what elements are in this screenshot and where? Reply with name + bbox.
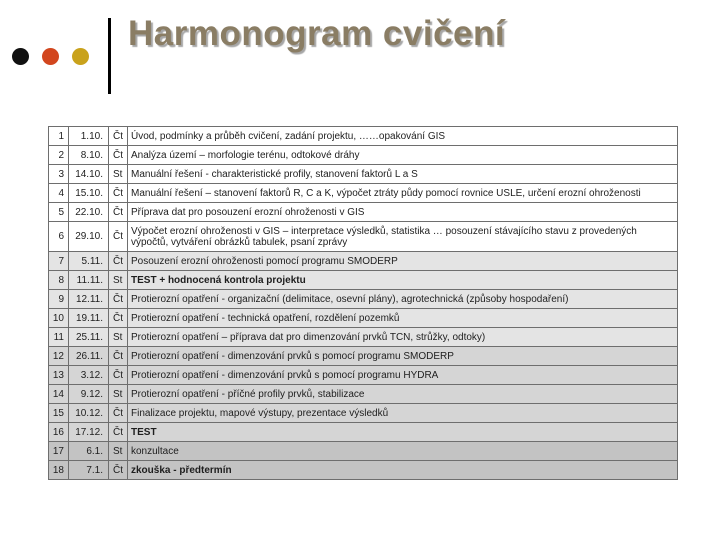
row-number: 12 [49,347,69,366]
row-date: 7.1. [69,461,109,480]
row-day: Čt [109,366,128,385]
red-dot-icon [42,48,59,65]
row-number: 8 [49,271,69,290]
row-day: Čt [109,203,128,222]
row-date: 11.11. [69,271,109,290]
row-date: 22.10. [69,203,109,222]
row-day: Čt [109,290,128,309]
row-topic: Posouzení erozní ohroženosti pomocí programu SMODERP [128,252,678,271]
row-day: Čt [109,127,128,146]
row-number: 10 [49,309,69,328]
row-date: 9.12. [69,385,109,404]
row-topic: Manuální řešení - charakteristické profily, stanovení faktorů L a S [128,165,678,184]
row-day: St [109,385,128,404]
row-topic: zkouška - předtermín [128,461,678,480]
schedule-table [48,126,678,480]
row-date: 1.10. [69,127,109,146]
row-date: 14.10. [69,165,109,184]
row-day: Čt [109,461,128,480]
row-number: 18 [49,461,69,480]
row-topic: konzultace [128,442,678,461]
row-number: 13 [49,366,69,385]
row-day: Čt [109,252,128,271]
row-number: 4 [49,184,69,203]
row-date: 3.12. [69,366,109,385]
table-row [49,385,678,404]
row-day: Čt [109,423,128,442]
row-topic: Protierozní opatření - organizační (delimitace, osevní plány), agrotechnická (způsoby hospodaření) [128,290,678,309]
row-date: 5.11. [69,252,109,271]
table-row [49,146,678,165]
row-date: 10.12. [69,404,109,423]
row-topic: Analýza území – morfologie terénu, odtokové dráhy [128,146,678,165]
table-row [49,127,678,146]
table-row [49,366,678,385]
row-date: 29.10. [69,222,109,252]
table-row [49,404,678,423]
table-row [49,184,678,203]
row-topic: Protierozní opatření – příprava dat pro dimenzování prvků TCN, strůžky, odtoky) [128,328,678,347]
table-row [49,328,678,347]
row-topic: TEST + hodnocená kontrola projektu [128,271,678,290]
table-row [49,423,678,442]
row-day: St [109,165,128,184]
row-date: 6.1. [69,442,109,461]
table-row [49,222,678,252]
row-day: Čt [109,146,128,165]
row-topic: Protierozní opatření - dimenzování prvků s pomocí programu HYDRA [128,366,678,385]
row-day: St [109,328,128,347]
row-topic: Protierozní opatření - technická opatření, rozdělení pozemků [128,309,678,328]
title-divider [108,18,111,94]
row-day: Čt [109,404,128,423]
gold-dot-icon [72,48,89,65]
row-date: 25.11. [69,328,109,347]
row-number: 1 [49,127,69,146]
page-title: Harmonogram cvičení [128,14,506,53]
row-date: 17.12. [69,423,109,442]
row-date: 8.10. [69,146,109,165]
black-dot-icon [12,48,29,65]
row-topic: Protierozní opatření - dimenzování prvků s pomocí programu SMODERP [128,347,678,366]
row-number: 16 [49,423,69,442]
row-topic: Finalizace projektu, mapové výstupy, prezentace výsledků [128,404,678,423]
table-row [49,290,678,309]
row-date: 15.10. [69,184,109,203]
table-row [49,442,678,461]
table-row [49,271,678,290]
row-number: 9 [49,290,69,309]
row-day: Čt [109,222,128,252]
row-number: 14 [49,385,69,404]
row-date: 12.11. [69,290,109,309]
row-topic: Úvod, podmínky a průběh cvičení, zadání projektu, ……opakování GIS [128,127,678,146]
row-number: 7 [49,252,69,271]
table-row [49,203,678,222]
row-topic: Protierozní opatření - příčné profily prvků, stabilizace [128,385,678,404]
row-topic: Manuální řešení – stanovení faktorů R, C a K, výpočet ztráty půdy pomocí rovnice USLE, určení erozní ohroženosti [128,184,678,203]
row-day: Čt [109,309,128,328]
row-topic: Příprava dat pro posouzení erozní ohroženosti v GIS [128,203,678,222]
row-number: 2 [49,146,69,165]
table-row [49,461,678,480]
row-day: Čt [109,347,128,366]
row-number: 3 [49,165,69,184]
row-number: 5 [49,203,69,222]
row-number: 6 [49,222,69,252]
table-row [49,309,678,328]
schedule-body [49,127,678,480]
row-number: 17 [49,442,69,461]
row-date: 19.11. [69,309,109,328]
row-day: St [109,271,128,290]
table-row [49,252,678,271]
row-day: Čt [109,184,128,203]
table-row [49,165,678,184]
row-number: 11 [49,328,69,347]
row-number: 15 [49,404,69,423]
row-topic: TEST [128,423,678,442]
row-date: 26.11. [69,347,109,366]
table-row [49,347,678,366]
row-day: St [109,442,128,461]
row-topic: Výpočet erozní ohroženosti v GIS – interpretace výsledků, statistika … posouzení stávajícího stavu z provedených výpočtů, vytváření obrázků tabulek, psaní zprávy [128,222,678,252]
